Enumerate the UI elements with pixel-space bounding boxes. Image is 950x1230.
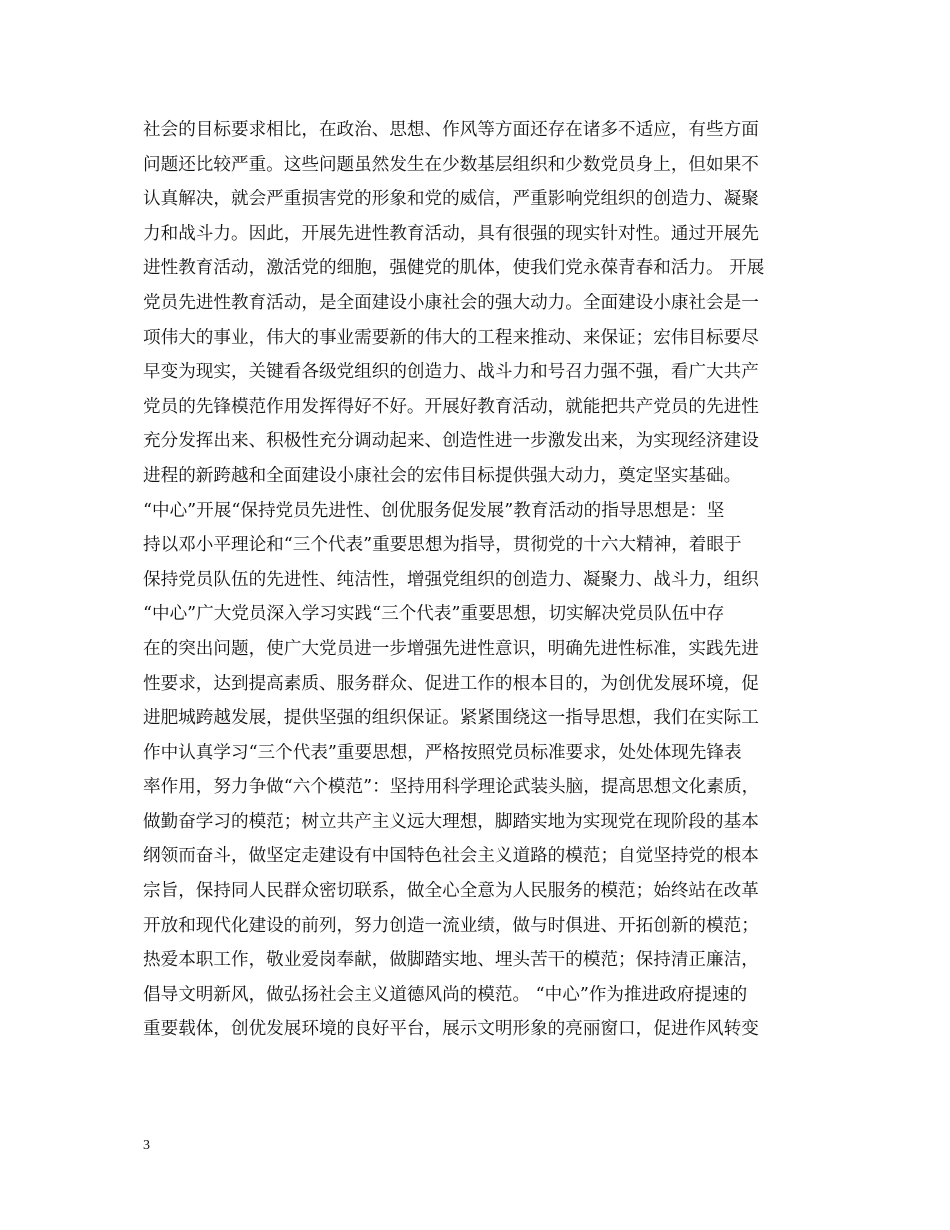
text-line: 社会的目标要求相比，在政治、思想、作风等方面还存在诸多不适应，有些方面 (143, 120, 759, 140)
text-line: 问题还比较严重。这些问题虽然发生在少数基层组织和少数党员身上，但如果不 (143, 154, 759, 175)
text-line: 纲领而奋斗，做坚定走建设有中国特色社会主义道路的模范；自觉坚持党的根本 (143, 846, 759, 867)
text-line: 热爱本职工作，敬业爱岗奉献，做脚踏实地、埋头苦干的模范；保持清正廉洁， (143, 950, 759, 971)
text-line: 作中认真学习“三个代表”重要思想，严格按照党员标准要求，处处体现先锋表 (143, 742, 742, 763)
text-line: 做勤奋学习的模范；树立共产主义远大理想，脚踏实地为实现党在现阶段的基本 (143, 811, 759, 832)
text-line: 重要载体，创优发展环境的良好平台，展示文明形象的亮丽窗口，促进作风转变 (143, 1019, 759, 1040)
text-line: 进肥城跨越发展，提供坚强的组织保证。紧紧围绕这一指导思想，我们在实际工 (143, 708, 759, 729)
text-line: 保持党员队伍的先进性、纯洁性，增强党组织的创造力、凝聚力、战斗力，组织 (143, 569, 759, 590)
text-line: 党员的先锋模范作用发挥得好不好。开展好教育活动，就能把共产党员的先进性 (143, 396, 759, 417)
text-line: 认真解决，就会严重损害党的形象和党的威信，严重影响党组织的创造力、凝聚 (143, 189, 759, 210)
text-line: 力和战斗力。因此，开展先进性教育活动，具有很强的现实针对性。通过开展先 (143, 223, 759, 244)
text-line: 充分发挥出来、积极性充分调动起来、创造性进一步激发出来，为实现经济建设 (143, 431, 759, 452)
text-line: 早变为现实，关键看各级党组织的创造力、战斗力和号召力强不强，看广大共产 (143, 362, 759, 383)
text-line: 性要求，达到提高素质、服务群众、促进工作的根本目的，为创优发展环境，促 (143, 673, 759, 694)
text-line: 宗旨，保持同人民群众密切联系，做全心全意为人民服务的模范；始终站在改革 (143, 881, 759, 902)
text-line: “中心”开展“保持党员先进性、创优服务促发展”教育活动的指导思想是：坚 (143, 500, 725, 521)
body-text (143, 113, 823, 1047)
page-number: 3 (143, 1138, 150, 1153)
text-line: 率作用，努力争做“六个模范”：坚持用科学理论武装头脑，提高思想文化素质， (143, 777, 760, 798)
text-line: 进性教育活动，激活党的细胞，强健党的肌体，使我们党永葆青春和活力。 开展 (143, 258, 765, 279)
text-line: 项伟大的事业，伟大的事业需要新的伟大的工程来推动、来保证；宏伟目标要尽 (143, 327, 759, 348)
text-line: “中心”广大党员深入学习实践“三个代表”重要思想，切实解决党员队伍中存 (143, 604, 725, 625)
text-line: 开放和现代化建设的前列，努力创造一流业绩，做与时俱进、开拓创新的模范； (143, 915, 759, 936)
text-line: 在的突出问题，使广大党员进一步增强先进性意识，明确先进性标准，实践先进 (143, 638, 759, 659)
text-line: 党员先进性教育活动，是全面建设小康社会的强大动力。全面建设小康社会是一 (143, 292, 759, 313)
text-line: 持以邓小平理论和“三个代表”重要思想为指导，贯彻党的十六大精神，着眼于 (143, 535, 742, 556)
text-line: 倡导文明新风，做弘扬社会主义道德风尚的模范。 “中心”作为推进政府提速的 (143, 984, 748, 1005)
text-line: 进程的新跨越和全面建设小康社会的宏伟目标提供强大动力，奠定坚实基础。 (143, 465, 742, 486)
